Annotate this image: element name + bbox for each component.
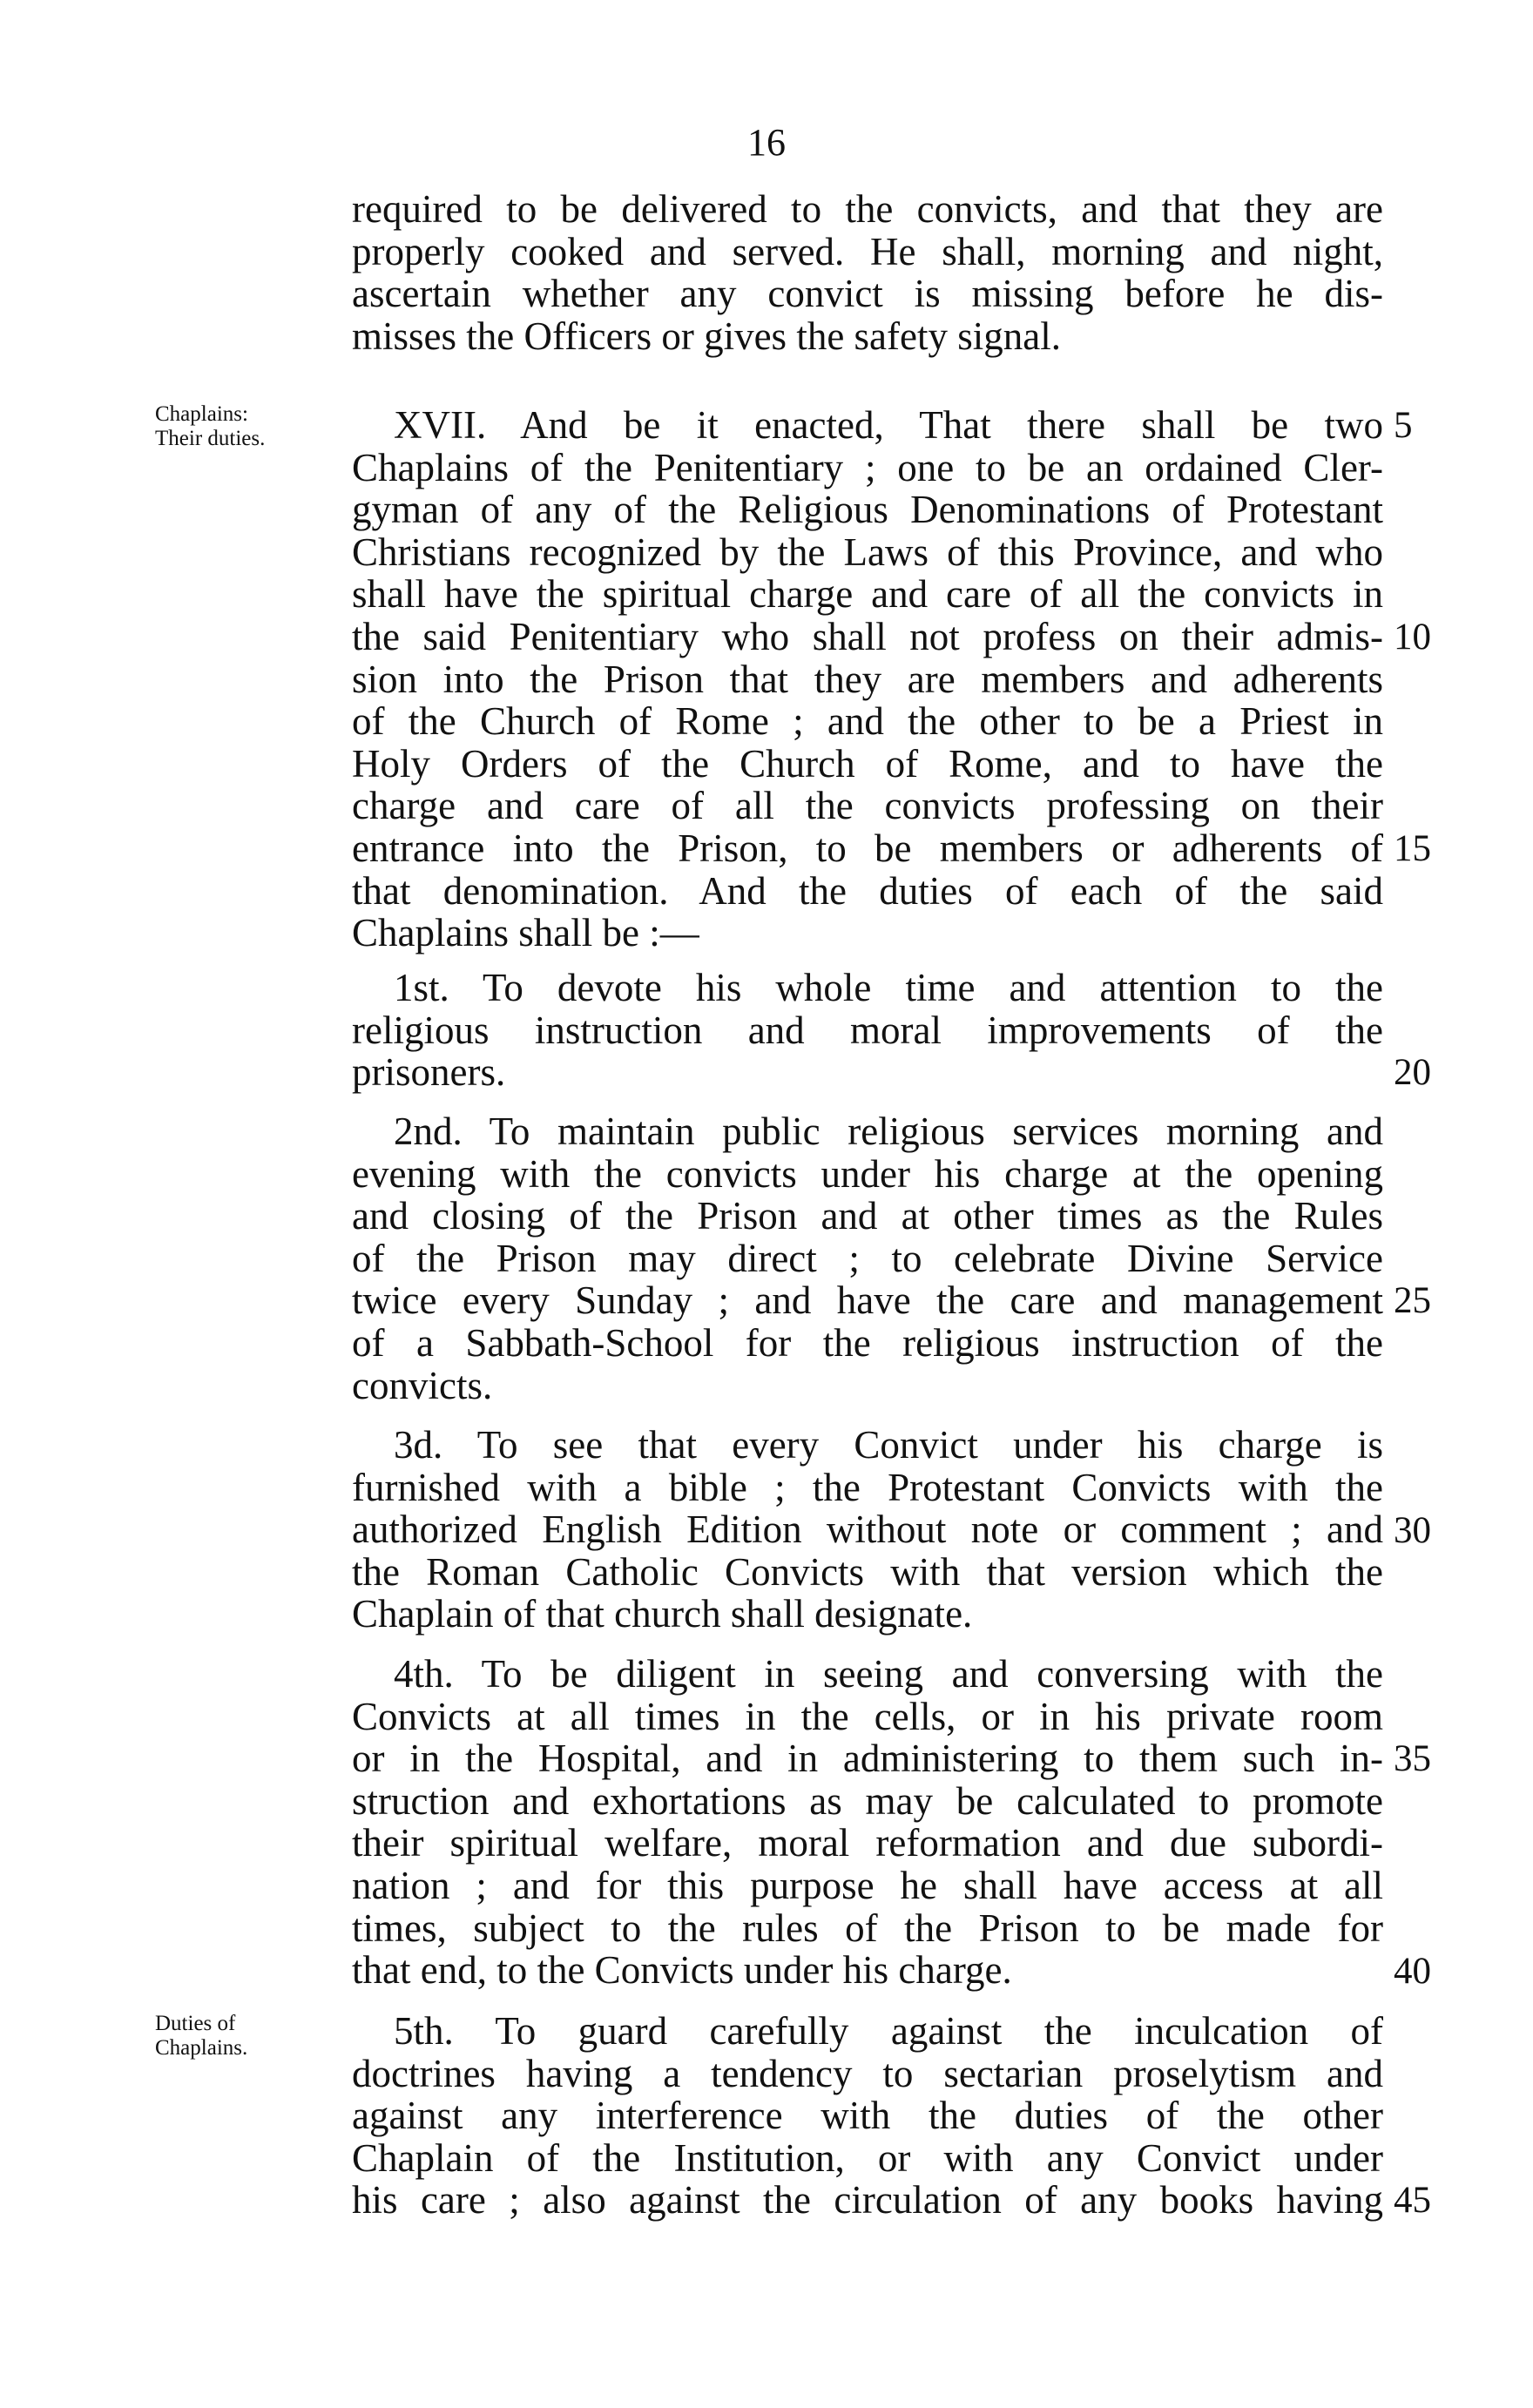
text-line: times, subject to the rules of the Prison to be made for xyxy=(352,1905,1383,1950)
text-line: Christians recognized by the Laws of this Province, and who xyxy=(352,529,1383,574)
text-line: furnished with a bible ; the Protestant Convicts with the xyxy=(352,1465,1383,1509)
margin-note-line: Their duties. xyxy=(155,427,266,450)
margin-note-line: Chaplains. xyxy=(155,2036,248,2060)
text-line: gyman of any of the Religious Denominations of Protestant xyxy=(352,488,1383,532)
line-number: 40 xyxy=(1394,1951,1431,1992)
text-line: the Roman Catholic Convicts with that version which the xyxy=(352,1549,1383,1594)
text-line: 3d. To see that every Convict under his charge is xyxy=(394,1423,1383,1467)
paragraph-4th xyxy=(352,1653,1383,1992)
text-line: convicts. xyxy=(352,1363,493,1407)
text-line: authorized English Edition without note or comment ; and xyxy=(352,1508,1383,1552)
text-line: or in the Hospital, and in administering to them such in- xyxy=(352,1737,1383,1781)
line-number: 5 xyxy=(1394,405,1413,446)
text-line: Chaplain of that church shall designate. xyxy=(352,1592,973,1636)
text-line: his care ; also against the circulation of any books having xyxy=(352,2178,1383,2223)
paragraph-intro xyxy=(352,188,1383,357)
margin-note-line: Duties of xyxy=(155,2012,236,2035)
line-number: 15 xyxy=(1394,828,1431,869)
text-line: twice every Sunday ; and have the care and management xyxy=(352,1278,1383,1323)
text-line: Chaplain of the Institution, or with any Convict under xyxy=(352,2135,1383,2180)
text-line: the said Penitentiary who shall not profess on their admis- xyxy=(352,614,1383,658)
line-number: 45 xyxy=(1394,2180,1431,2221)
text-line: struction and exhortations as may be calculated to promote xyxy=(352,1778,1383,1823)
text-line: religious instruction and moral improvements of the xyxy=(352,1008,1383,1052)
line-number: 10 xyxy=(1394,617,1431,658)
text-line: misses the Officers or gives the safety signal. xyxy=(352,314,1061,358)
line-number: 30 xyxy=(1394,1510,1431,1551)
text-line: shall have the spiritual charge and care of all the convicts in xyxy=(352,572,1383,617)
text-line: that end, to the Convicts under his charge. xyxy=(352,1948,1012,1993)
text-line: 4th. To be diligent in seeing and conversing with the xyxy=(394,1652,1383,1696)
paragraph-2nd xyxy=(352,1110,1383,1406)
text-line: properly cooked and served. He shall, morning and night, xyxy=(352,229,1383,273)
margin-note-duties xyxy=(155,2012,247,2061)
text-line: prisoners. xyxy=(352,1050,506,1095)
line-number: 20 xyxy=(1394,1052,1431,1093)
text-line: Holy Orders of the Church of Rome, and to have the xyxy=(352,741,1383,786)
text-line: Convicts at all times in the cells, or in his private room xyxy=(352,1694,1383,1738)
text-line: 1st. To devote his whole time and attention to the xyxy=(394,966,1383,1009)
margin-note-chaplains xyxy=(155,402,265,451)
text-line: their spiritual welfare, moral reformation and due subordi- xyxy=(352,1821,1383,1865)
line-number: 35 xyxy=(1394,1738,1431,1779)
text-line: entrance into the Prison, to be members or adherents of xyxy=(352,826,1383,870)
text-line: doctrines having a tendency to sectarian proselytism and xyxy=(352,2051,1383,2095)
text-line: sion into the Prison that they are members and adherents xyxy=(352,657,1383,701)
text-line: charge and care of all the convicts professing on their xyxy=(352,784,1383,828)
text-line: of the Prison may direct ; to celebrate Divine Service xyxy=(352,1236,1383,1280)
text-line: required to be delivered to the convicts, and that they are xyxy=(352,187,1383,231)
page-number: 16 xyxy=(747,121,786,164)
paragraph-1st xyxy=(352,967,1383,1094)
text-line: evening with the convicts under his charge at the opening xyxy=(352,1151,1383,1196)
paragraph-3d xyxy=(352,1424,1383,1636)
text-line: against any interference with the duties of the other xyxy=(352,2094,1383,2138)
text-line: XVII. And be it enacted, That there shall be two xyxy=(394,403,1383,447)
text-line: 5th. To guard carefully against the inculcation of xyxy=(394,2009,1383,2053)
text-line: 2nd. To maintain public religious services morning and xyxy=(394,1110,1383,1153)
line-number: 25 xyxy=(1394,1280,1431,1321)
text-line: of the Church of Rome ; and the other to be a Priest in xyxy=(352,699,1383,744)
text-line: Chaplains of the Penitentiary ; one to be an ordained Cler- xyxy=(352,445,1383,489)
text-line: of a Sabbath-School for the religious instruction of the xyxy=(352,1320,1383,1365)
margin-note-line: Chaplains: xyxy=(155,402,248,426)
text-line: Chaplains shall be :— xyxy=(352,911,699,955)
paragraph-xvii xyxy=(352,404,1383,954)
text-line: and closing of the Prison and at other times as the Rules xyxy=(352,1194,1383,1238)
text-line: nation ; and for this purpose he shall have access at all xyxy=(352,1863,1383,1907)
text-line: that denomination. And the duties of each of the said xyxy=(352,868,1383,913)
text-line: ascertain whether any convict is missing before he dis- xyxy=(352,272,1383,316)
paragraph-5th xyxy=(352,2010,1383,2222)
